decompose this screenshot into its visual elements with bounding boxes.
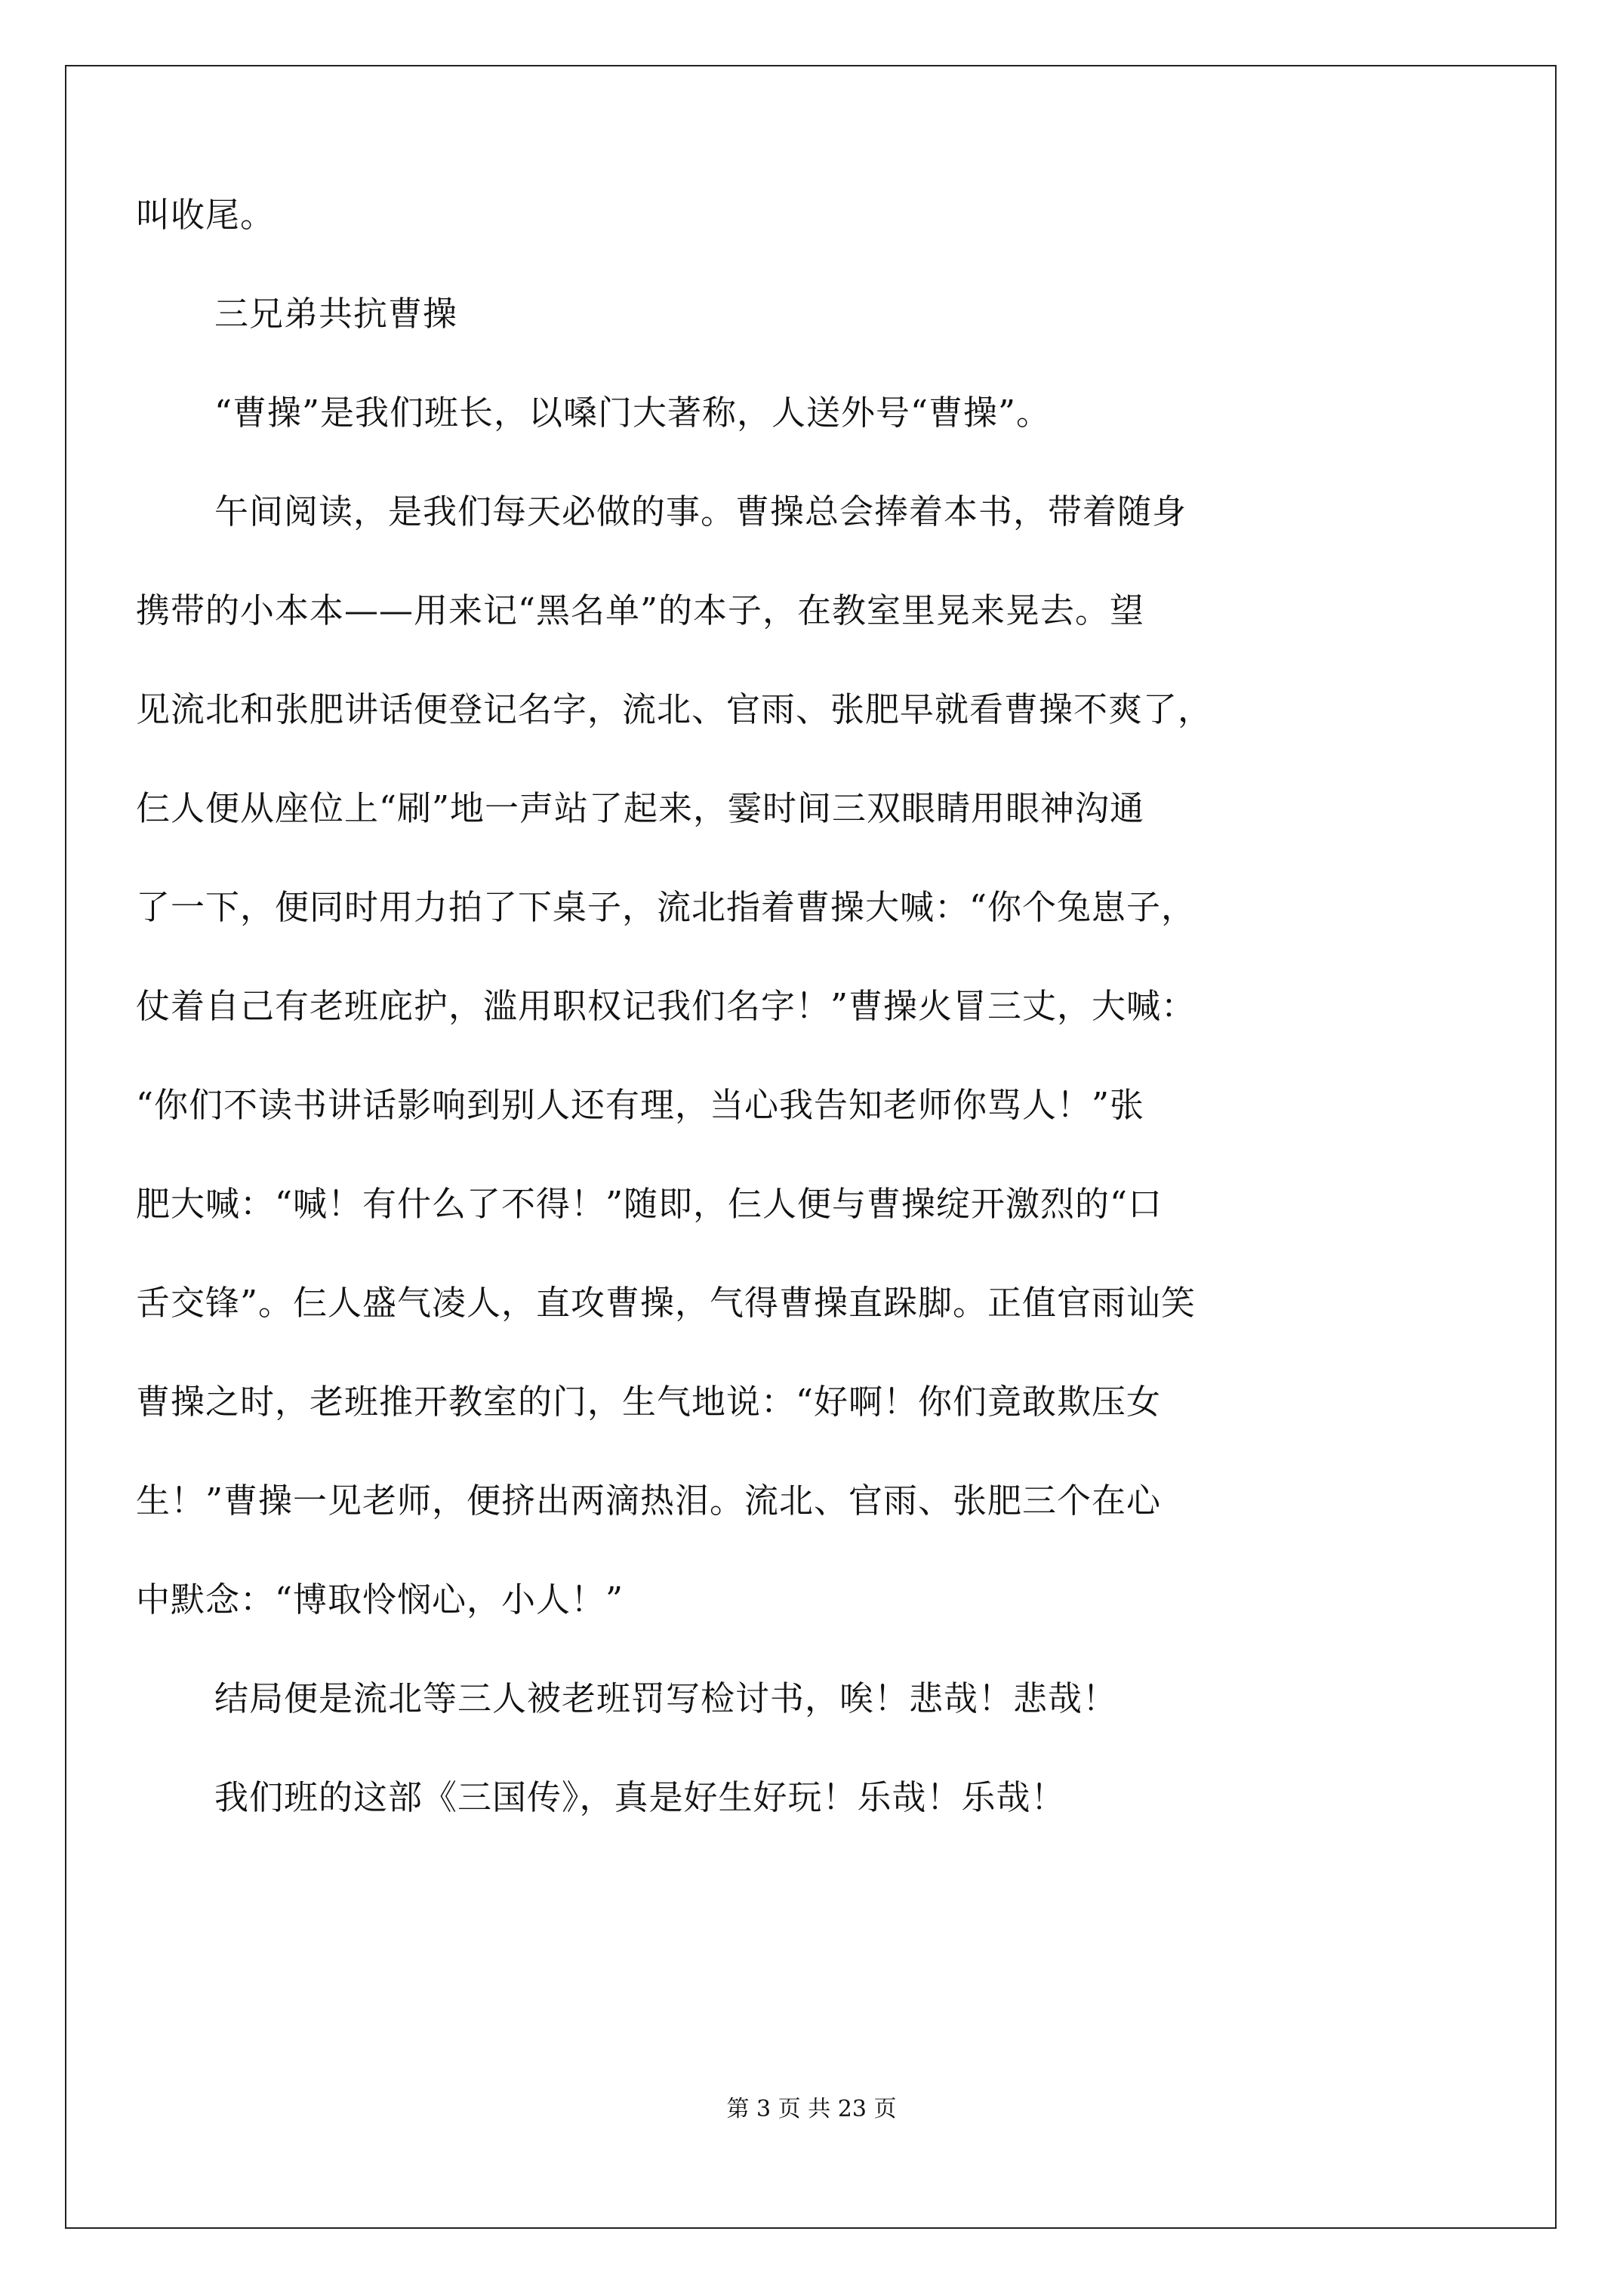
text-line: “你们不读书讲话影响到别人还有理，当心我告知老师你骂人！”张	[136, 1085, 1145, 1125]
text-line: 午间阅读，是我们每天必做的事。曹操总会捧着本书，带着随身	[214, 492, 1187, 532]
text-line: 曹操之时，老班推开教室的门，生气地说：“好啊！你们竟敢欺压女	[136, 1382, 1162, 1422]
text-line: 结局便是流北等三人被老班罚写检讨书，唉！悲哉！悲哉！	[214, 1678, 1118, 1718]
text-line: 见流北和张肥讲话便登记名字，流北、官雨、张肥早就看曹操不爽了，	[136, 689, 1213, 729]
text-line: 叫收尾。	[136, 195, 276, 235]
text-line: 仨人便从座位上“刷”地一声站了起来，霎时间三双眼睛用眼神沟通	[136, 788, 1145, 828]
text-line: 了一下，便同时用力拍了下桌子，流北指着曹操大喊：“你个兔崽子，	[136, 887, 1196, 927]
text-line: 中默念：“博取怜悯心，小人！”	[136, 1579, 624, 1620]
section-heading: 三兄弟共抗曹操	[214, 294, 458, 334]
text-line: 携带的小本本——用来记“黑名单”的本子，在教室里晃来晃去。望	[136, 590, 1145, 630]
text-line: 肥大喊：“喊！有什么了不得！”随即，仨人便与曹操绽开激烈的“口	[136, 1184, 1163, 1224]
text-line: “曹操”是我们班长，以嗓门大著称，人送外号“曹操”。	[214, 393, 1052, 433]
text-line: 仗着自己有老班庇护，滥用职权记我们名字！”曹操火冒三丈，大喊：	[136, 986, 1196, 1026]
text-line: 生！”曹操一见老师，便挤出两滴热泪。流北、官雨、张肥三个在心	[136, 1481, 1162, 1521]
text-line: 舌交锋”。仨人盛气凌人，直攻曹操，气得曹操直跺脚。正值官雨讪笑	[136, 1283, 1196, 1323]
page-number: 第 3 页 共 23 页	[726, 2096, 897, 2122]
text-line: 我们班的这部《三国传》，真是好生好玩！乐哉！乐哉！	[214, 1777, 1066, 1817]
